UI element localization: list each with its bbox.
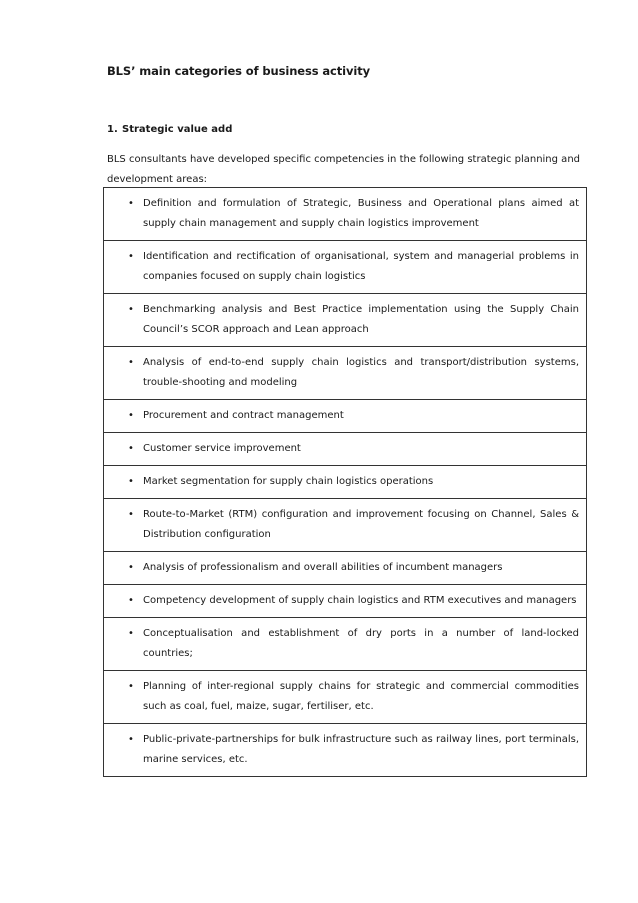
bullet-icon: •	[128, 443, 134, 454]
competency-row	[104, 585, 586, 618]
bullet-icon: •	[128, 509, 134, 520]
bullet-icon: •	[128, 734, 134, 745]
competency-text: Analysis of professionalism and overall abilities of incumbent managers	[143, 562, 503, 573]
competency-row	[104, 400, 586, 433]
competency-row	[104, 241, 586, 294]
competency-text: Planning of inter-regional supply chains for strategic and commercial commodities such as coal, fuel, maize, sugar, fertiliser, etc.	[143, 681, 579, 712]
bullet-icon: •	[128, 681, 134, 692]
bullet-icon: •	[128, 251, 134, 262]
bullet-icon: •	[128, 595, 134, 606]
competency-text: Benchmarking analysis and Best Practice implementation using the Supply Chain Council’s SCOR approach and Lean approach	[143, 304, 579, 335]
section-heading	[107, 124, 232, 135]
competency-text: Market segmentation for supply chain logistics operations	[143, 476, 434, 487]
competency-row	[104, 499, 586, 552]
bullet-icon: •	[128, 562, 134, 573]
competency-text: Analysis of end-to-end supply chain logistics and transport/distribution systems, trouble-shooting and modeling	[143, 357, 579, 388]
bullet-icon: •	[128, 476, 134, 487]
competency-row	[104, 433, 586, 466]
bullet-icon: •	[128, 304, 134, 315]
section-number: 1.	[107, 124, 118, 135]
competency-row	[104, 724, 586, 777]
competency-row	[104, 552, 586, 585]
competency-row	[104, 671, 586, 724]
competency-row	[104, 188, 586, 241]
competency-text: Definition and formulation of Strategic, Business and Operational plans aimed at supply chain management and supply chain logistics improvement	[143, 198, 579, 229]
bullet-icon: •	[128, 410, 134, 421]
section-intro-paragraph: BLS consultants have developed specific competencies in the following strategic planning and development areas:	[107, 154, 580, 185]
competency-text: Conceptualisation and establishment of dry ports in a number of land-locked countries;	[143, 628, 579, 659]
bullet-icon: •	[128, 198, 134, 209]
bullet-icon: •	[128, 628, 134, 639]
competency-text: Competency development of supply chain logistics and RTM executives and managers	[143, 595, 577, 606]
competency-row	[104, 347, 586, 400]
section-heading-text: Strategic value add	[122, 124, 233, 135]
page-title: BLS’ main categories of business activity	[107, 64, 371, 78]
competency-text: Route-to-Market (RTM) configuration and improvement focusing on Channel, Sales & Distribution configuration	[143, 509, 579, 540]
competency-text: Procurement and contract management	[143, 410, 344, 421]
competency-row	[104, 294, 586, 347]
bullet-icon: •	[128, 357, 134, 368]
competency-text: Customer service improvement	[143, 443, 301, 454]
competency-text: Identification and rectification of organisational, system and managerial problems in companies focused on supply chain logistics	[143, 251, 579, 282]
competency-row	[104, 618, 586, 671]
competency-row	[104, 466, 586, 499]
competencies-table	[103, 187, 587, 777]
competency-text: Public-private-partnerships for bulk infrastructure such as railway lines, port terminals, marine services, etc.	[143, 734, 579, 765]
